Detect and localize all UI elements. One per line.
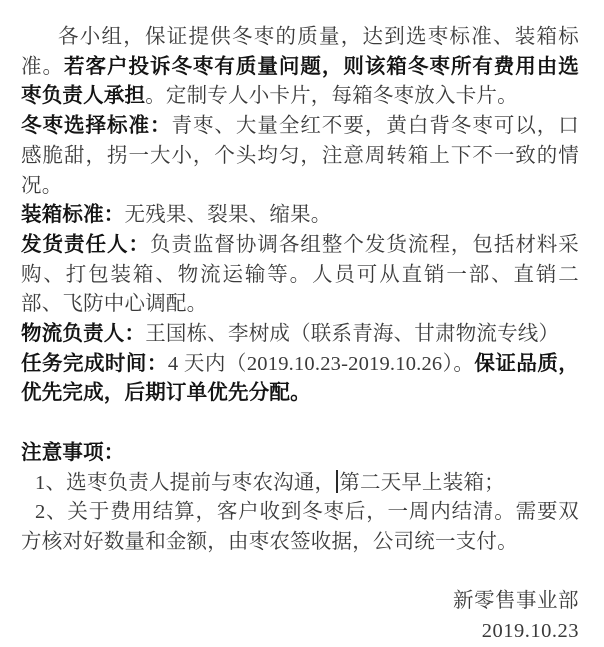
text-run: 1、选枣负责人提前与枣农沟通， <box>35 471 336 494</box>
paragraph <box>21 320 579 350</box>
blank-line <box>21 558 579 588</box>
text-run-bold: 冬枣选择标准： <box>21 115 172 138</box>
text-run: 新零售事业部 <box>453 590 579 613</box>
blank-line <box>21 409 579 439</box>
paragraph <box>21 498 579 557</box>
text-run-bold: 发货责任人： <box>21 233 150 256</box>
paragraph <box>21 617 579 647</box>
text-run: 负责监督协调各组整个发货流程，包括材料采购、打包装箱、物流运输等。人员可从直销一部、直销二部、飞防中心调配。 <box>21 233 579 316</box>
text-run-bold: 装箱标准： <box>21 204 125 227</box>
text-run: 2019.10.23 <box>481 620 579 643</box>
text-run-bold: 物流负责人： <box>21 323 146 346</box>
paragraph <box>21 469 579 499</box>
paragraph <box>21 23 579 112</box>
text-run: 青枣、大量全红不要，黄白背冬枣可以，口感脆甜，拐一大小，个头均匀，注意周转箱上下不一致的情况。 <box>21 115 579 197</box>
paragraph <box>21 350 579 409</box>
text-run: 。定制专人小卡片，每箱冬枣放入卡片。 <box>145 85 518 108</box>
text-run-bold: 若客户投诉冬枣有质量问题，则该箱冬枣所有费用由选枣负责人承担 <box>21 55 579 108</box>
text-run: 2、关于费用结算，客户收到冬枣后，一周内结清。需要双方核对好数量和金额，由枣农签收据，公司统一支付。 <box>21 501 579 553</box>
text-run-bold: 任务完成时间： <box>21 352 168 375</box>
paragraph <box>21 439 579 469</box>
text-run: 无残果、裂果、缩果。 <box>124 204 332 227</box>
text-run: 王国栋、李树成（联系青海、甘肃物流专线） <box>145 323 560 346</box>
text-run-bold: 注意事项： <box>21 441 125 464</box>
text-run: 各小组，保证提供冬枣的质量，达到选枣标准、装箱标准。 <box>21 26 579 78</box>
paragraph <box>21 201 579 231</box>
text-run-bold: 保证品质，优先完成，后期订单优先分配。 <box>21 352 579 405</box>
document-body[interactable] <box>21 23 579 647</box>
text-run: 第二天早上装箱； <box>339 471 505 494</box>
paragraph <box>21 112 579 201</box>
paragraph <box>21 231 579 320</box>
text-run: 4 天内（2019.10.23-2019.10.26）。 <box>167 352 475 375</box>
text-caret <box>336 470 338 493</box>
paragraph <box>21 587 579 617</box>
